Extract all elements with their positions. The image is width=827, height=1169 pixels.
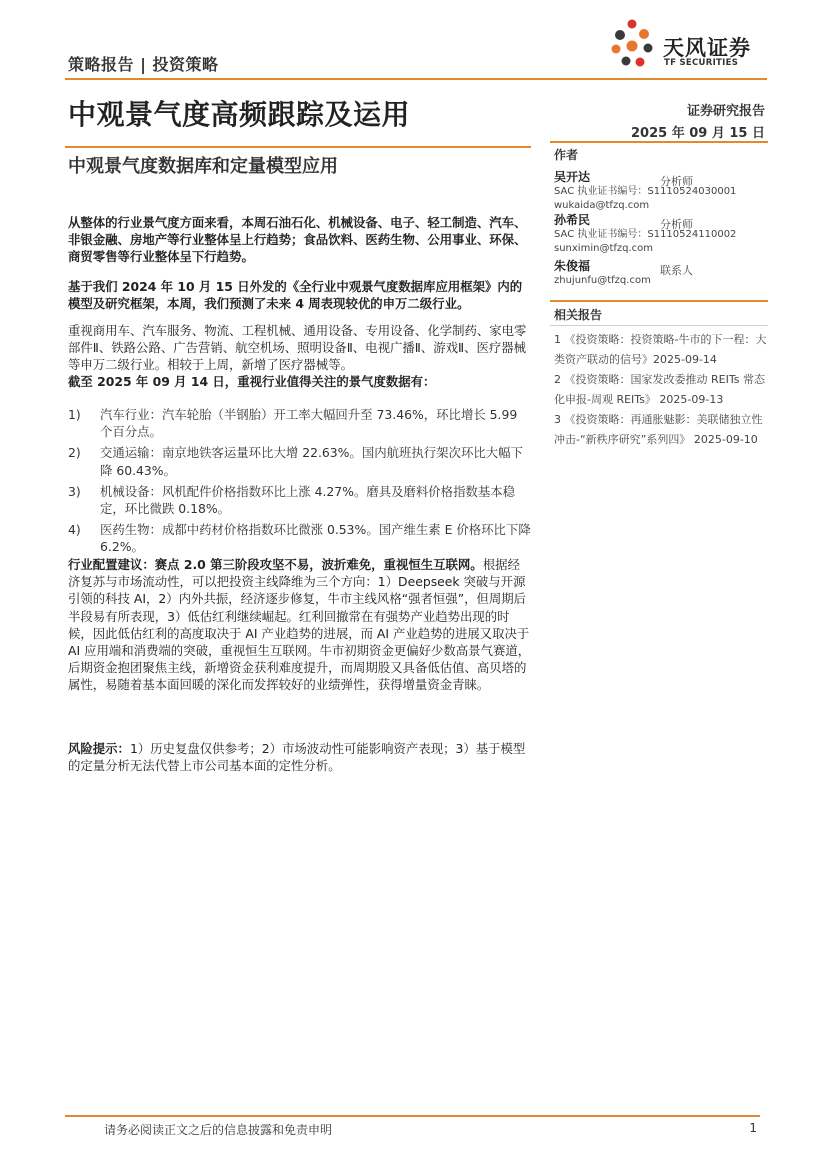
author-name: 吴开达 bbox=[554, 170, 591, 184]
list-item bbox=[68, 483, 531, 517]
header-divider bbox=[65, 78, 767, 80]
logo-mark-icon bbox=[608, 18, 660, 70]
report-type: 证券研究报告 bbox=[686, 104, 765, 119]
related-subdivider bbox=[550, 325, 768, 326]
related-heading: 相关报告 bbox=[554, 308, 603, 322]
list-text: 机械设备：风机配件价格指数环比上涨 4.27%。磨具及磨料价格指数基本稳定，环比微跌 0.18%。 bbox=[100, 483, 516, 517]
author-block bbox=[554, 170, 766, 213]
list-text: 医药生物：成都中药材价格指数环比微涨 0.53%。国产维生素 E 价格环比下降 6.2%。 bbox=[100, 522, 531, 555]
report-category: 策略报告 | 投资策略 bbox=[68, 55, 219, 74]
title-divider bbox=[65, 146, 531, 148]
related-report-item[interactable]: 3 《投资策略：再通胀魅影：美联储独立性冲击-“新秩序研究”系列四》 2025-09-10 bbox=[554, 413, 763, 446]
list-item bbox=[68, 444, 531, 478]
footer-divider bbox=[65, 1115, 760, 1117]
highlight-list bbox=[68, 406, 531, 560]
list-number: 3) bbox=[68, 483, 81, 499]
footer-disclaimer: 请务必阅读正文之后的信息披露和免责申明 bbox=[104, 1123, 333, 1137]
list-number: 2) bbox=[68, 445, 81, 461]
author-role: 分析师 bbox=[660, 218, 693, 231]
author-role: 分析师 bbox=[660, 175, 693, 188]
page-title: 中观景气度高频跟踪及运用 bbox=[68, 98, 411, 131]
list-item bbox=[68, 406, 531, 440]
author-block bbox=[554, 213, 766, 256]
author-email[interactable]: sunximin@tfzq.com bbox=[554, 243, 654, 254]
list-number: 1) bbox=[68, 407, 81, 422]
allocation-heading: 行业配置建议：赛点 2.0 第三阶段攻坚不易，波折难免，重视恒生互联网。 bbox=[68, 557, 483, 572]
related-reports-list bbox=[554, 330, 768, 450]
page-number: 1 bbox=[749, 1121, 757, 1135]
company-logo bbox=[608, 18, 768, 70]
focus-industries-paragraph: 重视商用车、汽车服务、物流、工程机械、通用设备、专用设备、化学制药、家电零部件Ⅱ、铁路公路、广告营销、航空机场、照明设备Ⅱ、电视广播Ⅱ、游戏Ⅱ、医疗器械等申万二级行业。相较于上周，新增了医疗器械等。 bbox=[68, 323, 527, 373]
model-paragraph: 基于我们 2024 年 10 月 15 日外发的《全行业中观景气度数据库应用框架》内的模型及研究框架，本周，我们预测了未来 4 周表现较优的申万二级行业。 bbox=[68, 279, 523, 312]
logo-english: TF SECURITIES bbox=[664, 58, 739, 68]
author-cert: SAC 执业证书编号：S1110524110002 bbox=[554, 229, 737, 240]
author-name: 朱俊福 bbox=[554, 259, 591, 273]
related-report-item[interactable]: 1 《投资策略：投资策略-牛市的下一程：大类资产联动的信号》2025-09-14 bbox=[554, 333, 767, 366]
author-name: 孙希民 bbox=[554, 213, 591, 227]
authors-heading: 作者 bbox=[554, 148, 579, 162]
author-email[interactable]: zhujunfu@tfzq.com bbox=[554, 275, 651, 286]
related-report-item[interactable]: 2 《投资策略：国家发改委推动 REITs 常态化申报-周观 REITs》 2025-09-13 bbox=[554, 373, 765, 406]
data-intro-paragraph: 截至 2025 年 09 月 14 日，重视行业值得关注的景气度数据有： bbox=[68, 374, 436, 389]
sub-title: 中观景气度数据库和定量模型应用 bbox=[68, 156, 338, 177]
allocation-paragraph bbox=[68, 556, 531, 694]
list-number: 4) bbox=[68, 522, 81, 538]
allocation-text: 根据经济复苏与市场流动性，可以把投资主线降维为三个方向：1）Deepseek 突破与开源引领的科技 AI，2）内外共振，经济逐步修复，牛市主线风格“强者恒强”，但周期后半段易有所表现，3）低估红利继续崛起。红利回撤常在有强势产业趋势出现的时候，因此低估红利的高度取决于 AI 产业趋势的进展，而 AI 产业趋势的进展又取决于 AI 应用端和消费端的突破，重视恒生互联网。牛市初期资金更偏好少数高景气赛道，后期资金抱团聚焦主线，新增资金获利难度提升，而周期股又具备低估值、高贝塔的属性，易随着基本面回暖的深化而发挥较好的业绩弹性，获得增量资金青睐。 bbox=[68, 557, 531, 693]
list-item bbox=[68, 521, 531, 555]
logo-text: 天风证券 bbox=[663, 36, 751, 60]
report-date: 2025 年 09 月 15 日 bbox=[631, 126, 765, 141]
author-email[interactable]: wukaida@tfzq.com bbox=[554, 200, 650, 211]
author-cert: SAC 执业证书编号：S1110524030001 bbox=[554, 186, 737, 197]
author-role: 联系人 bbox=[660, 264, 693, 277]
risk-paragraph bbox=[68, 740, 531, 774]
risk-label: 风险提示： bbox=[68, 741, 130, 756]
author-block bbox=[554, 259, 766, 288]
authors-divider bbox=[550, 141, 768, 143]
list-text: 交通运输：南京地铁客运量环比大增 22.63%。国内航班执行架次环比大幅下降 60.43%。 bbox=[100, 445, 523, 478]
list-text: 汽车行业：汽车轮胎（半钢胎）开工率大幅回升至 73.46%，环比增长 5.99 个百分点。 bbox=[100, 407, 518, 440]
summary-paragraph: 从整体的行业景气度方面来看，本周石油石化、机械设备、电子、轻工制造、汽车、非银金融、房地产等行业整体呈上行趋势；食品饮料、医药生物、公用事业、环保、商贸零售等行业整体呈下行趋势。 bbox=[68, 215, 527, 265]
risk-text: 1）历史复盘仅供参考；2）市场波动性可能影响资产表现；3）基于模型的定量分析无法代替上市公司基本面的定性分析。 bbox=[68, 741, 526, 774]
related-divider bbox=[550, 300, 768, 302]
